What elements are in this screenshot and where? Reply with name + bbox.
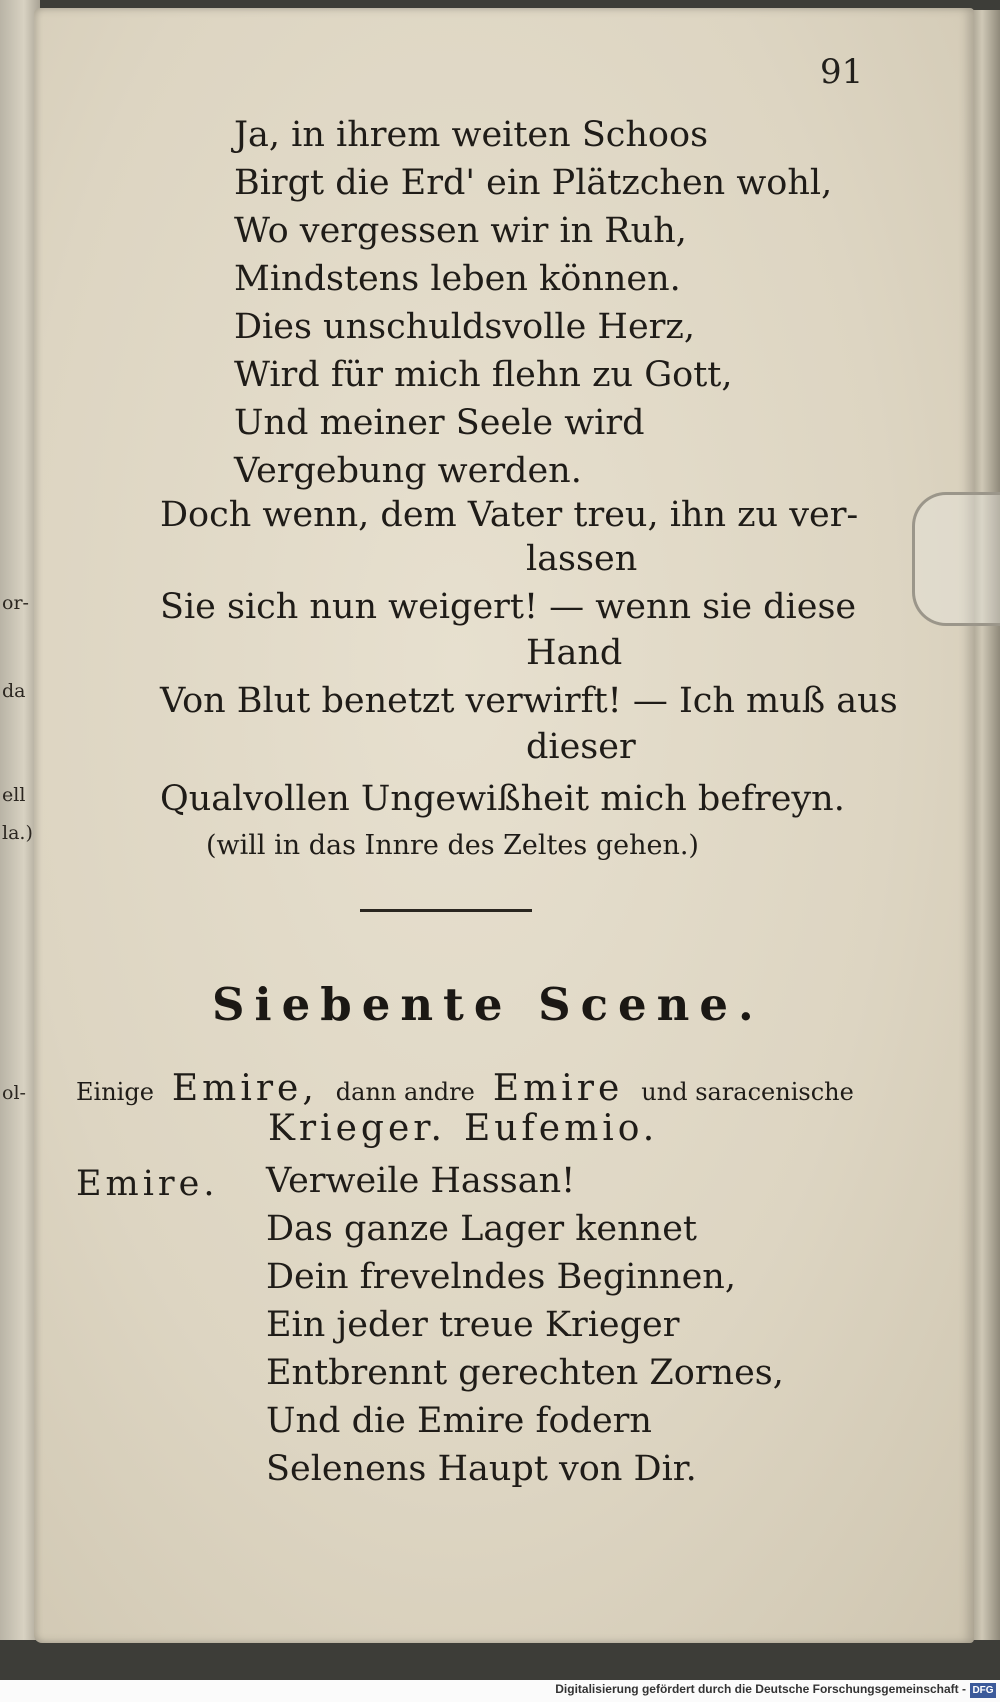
dialogue-line: Selenens Haupt von Dir. [266, 1449, 697, 1489]
verse-line: Von Blut benetzt verwirft! — Ich muß aus [160, 681, 898, 721]
verse-line: Wird für mich flehn zu Gott, [234, 355, 733, 395]
verse-line: Und meiner Seele wird [234, 403, 645, 443]
verse-line: Sie sich nun weigert! — wenn sie diese [160, 587, 857, 627]
speaker-name: Emire. [76, 1164, 219, 1204]
page-number: 91 [820, 52, 864, 92]
verse-line: Wo vergessen wir in Ruh, [234, 211, 687, 251]
dialogue-line: Ein jeder treue Krieger [266, 1305, 680, 1345]
dfg-logo: DFG [970, 1683, 996, 1698]
left-page-fragment: da [2, 680, 26, 702]
verse-line: Qualvollen Ungewißheit mich befreyn. [160, 779, 845, 819]
cast-emire-2: Emire [492, 1068, 624, 1109]
book-page [34, 8, 974, 1643]
stage-direction: (will in das Innre des Zeltes gehen.) [206, 830, 699, 861]
verse-line: Mindstens leben können. [234, 259, 681, 299]
cast-middle: dann andre [335, 1078, 475, 1106]
section-divider [360, 909, 532, 912]
cast-emire: Emire, [171, 1068, 318, 1109]
verse-line: Dies unschuldsvolle Herz, [234, 307, 695, 347]
dialogue-line: Entbrennt gerechten Zornes, [266, 1353, 784, 1393]
left-page-fragment: or- [2, 592, 29, 614]
verse-line: Doch wenn, dem Vater treu, ihn zu ver- [160, 495, 859, 535]
verse-line-continuation: dieser [526, 727, 636, 767]
left-page-fragment: ell [2, 784, 26, 806]
page-clip [912, 492, 1000, 626]
book-page-stack-edge [970, 10, 1000, 1640]
dialogue-line: Verweile Hassan! [266, 1161, 576, 1201]
cast-suffix: und saracenische [641, 1078, 854, 1106]
verse-line: Birgt die Erd' ein Plätzchen wohl, [234, 163, 833, 203]
cast-prefix: Einige [76, 1078, 154, 1106]
verse-line: Vergebung werden. [234, 451, 582, 491]
scene-heading: Siebente Scene. [212, 978, 764, 1031]
verse-line-continuation: Hand [526, 633, 623, 673]
left-page-fragment: ol- [2, 1082, 26, 1104]
dialogue-line: Das ganze Lager kennet [266, 1209, 697, 1249]
cast-eufemio: Eufemio. [463, 1108, 659, 1149]
verse-line: Ja, in ihrem weiten Schoos [234, 115, 709, 155]
dialogue-line: Dein frevelndes Beginnen, [266, 1257, 736, 1297]
verse-line-continuation: lassen [526, 539, 638, 579]
cast-list [76, 1068, 854, 1109]
dialogue-line: Und die Emire fodern [266, 1401, 652, 1441]
cast-list-continuation [268, 1108, 658, 1149]
left-page-fragment: la.) [2, 822, 33, 844]
cast-krieger: Krieger. [268, 1108, 446, 1149]
digitization-credit: Digitalisierung gefördert durch die Deutsche Forschungsgemeinschaft - [555, 1682, 966, 1696]
